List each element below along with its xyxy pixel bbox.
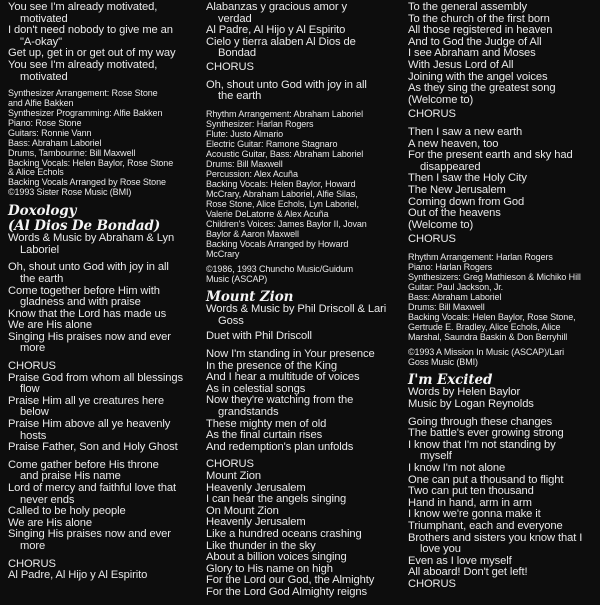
copyright: Goss Music (BMI) <box>408 356 478 367</box>
assembly-lyrics: To the general assembly To the church of the first born All those registered in heaven And to God the Judge of All I see Abraham and Moses With Jesus Lord of All Joining with the angel voices As they sing the greatest song (Welcome to) CHORUS <box>408 1 556 121</box>
shout-lyrics: Oh, shout unto God with joy in all the earth <box>206 78 367 103</box>
credit-line: Drums, Tambourine: Bill Maxwell <box>8 147 136 158</box>
doxology-credits: Rhythm Arrangement: Abraham Laboriel Synthesizer: Harlan Rogers Flute: Justo Almario Electric Guitar: Ramone Stagnaro Acoustic Guitar, Bass: Abraham Laboriel Drums: Bill Maxwell Percussion: Alex Acuña Backing Vocals: Helen Baylor, Howard McCrary, Abraham Laboriel, Alfie Silas, Rose Stone, Alice Echols, Lyn Laboriel, Valerie DeLatorre & Alex Acuña Children's Voices: James Baylor II, Jovan Baylor & Aaron Maxwell Backing Vocals Arranged by Howard McCrary ©1986, 1993 Chuncho Music/Guidum Music (ASCAP) <box>206 109 402 284</box>
credit-line: Synthesizer Arrangement: Rose Stone <box>8 88 158 99</box>
copyright: ©1993 Sister Rose Music (BMI) <box>8 187 132 198</box>
doxology-verse-2: Come gather before His throne and praise His name Lord of mercy and faithful love that never ends Called to be holy people We are His alone Singing His praises now and ever more <box>8 458 177 552</box>
credit-line: Piano: Rose Stone <box>8 117 82 128</box>
song-title-im-excited: I'm Excited <box>408 371 493 388</box>
credit-line: Guitars: Ronnie Vann <box>8 127 92 138</box>
copyright: ©1993 A Mission In Music (ASCAP)/Lari <box>408 346 564 357</box>
song-title-doxology: Doxology (Al Dios De Bondad) <box>8 203 161 234</box>
column-2 <box>206 2 402 605</box>
motivated-credits <box>8 89 198 198</box>
lyric-line: motivated <box>20 12 68 25</box>
spanish-lyrics: Alabanzas y gracious amor y verdad Al Padre, Al Hijo y Al Espirito Cielo y tierra alaben Al Dios de Bondad CHORUS <box>206 1 356 73</box>
credit-line: Bass: Abraham Laboriel <box>8 137 102 148</box>
doxology-verse: Oh, shout unto God with joy in all the earth Come together before Him with gladness and with praise Know that the Lord has made us We are His alone Singing His praises now and ever more <box>8 261 171 355</box>
lyric-line: You see I'm already motivated, <box>8 1 158 13</box>
lyric-line: Get up, get in or get out of my way <box>8 47 176 60</box>
im-excited-verse: Going through these changes The battle's ever growing strong I know that I'm not standing by myself I know I'm not alone One can put a thousand to flight Two can put ten thousand Hand in hand, arm in arm I know we're gonna make it Triumphant, each and everyone Brothers and sisters you know that I love you Even as I love myself All aboard! Don't get left! CHORUS <box>408 415 583 590</box>
mount-zion-writers: Words & Music by Phil Driscoll & Lari Goss Duet with Phil Driscoll <box>206 303 387 343</box>
lyric-line: You see I'm already motivated, <box>8 58 158 71</box>
credit-line: Backing Vocals Arranged by Rose Stone <box>8 177 166 188</box>
credit-line: and Alfie Bakken <box>8 98 74 109</box>
im-excited-writers: Words by Helen Baylor Music by Logan Reynolds <box>408 386 534 410</box>
lyric-line: "A-okay" <box>20 35 62 48</box>
copyright: ©1986, 1993 Chuncho Music/Guidum <box>206 263 354 274</box>
column-3 <box>408 2 596 596</box>
lyric-line: motivated <box>20 70 68 83</box>
column-1 <box>8 2 198 588</box>
lyric-line: I don't need nobody to give me an <box>8 24 173 37</box>
credit-line: & Alice Echols <box>8 167 64 178</box>
new-earth-verse: Then I saw a new earth A new heaven, too For the present earth and sky had disappeared Then I saw the Holy City The New Jerusalem Coming down from God Out of the heavens (Welcome to) CHORUS <box>408 125 573 246</box>
mount-zion-verse: Now I'm standing in Your presence In the presence of the King And I hear a multitude of voices As in celestial songs Now they're watching from the grandstands These mighty men of old As the final curtain rises And redemption's plan unfolds <box>206 348 375 453</box>
mount-zion-credits: Rhythm Arrangement: Harlan Rogers Piano: Harlan Rogers Synthesizers: Greg Mathieson & Michiko Hill Guitar: Paul Jackson, Jr. Bass: Abraham Laboriel Drums: Bill Maxwell Backing Vocals: Helen Baylor, Rose Stone, Gertrude E. Bradley, Alice Echols, Alice Marshal, Saundra Baskin & Don Berryhill ©1993 A Mission In Music (ASCAP)/Lari Goss Music (BMI) <box>408 252 596 367</box>
doxology-writers: Words & Music by Abraham & Lyn Laboriel <box>8 232 175 256</box>
motivated-lyrics <box>8 2 198 83</box>
doxology-end: CHORUS Al Padre, Al Hijo y Al Espirito <box>8 557 148 582</box>
copyright: Music (ASCAP) <box>206 273 268 284</box>
credit-line: Backing Vocals: Helen Baylor, Rose Stone <box>8 157 174 168</box>
doxology-chorus: CHORUS Praise God from whom all blessings flow Praise Him all ye creatures here below Praise Him above all ye heavenly hosts Praise Father, Son and Holy Ghost <box>8 360 184 454</box>
credit-line: Synthesizer Programming: Alfie Bakken <box>8 107 163 118</box>
mount-zion-chorus: CHORUS Mount Zion Heavenly Jerusalem I can hear the angels singing On Mount Zion Heavenly Jerusalem Like a hundred oceans crashing Like thunder in the sky About a billion voices singing Glory to His name on high For the Lord our God, the Almighty For the Lord God Almighty reigns <box>206 458 375 598</box>
song-title-mount-zion: Mount Zion <box>206 288 294 305</box>
